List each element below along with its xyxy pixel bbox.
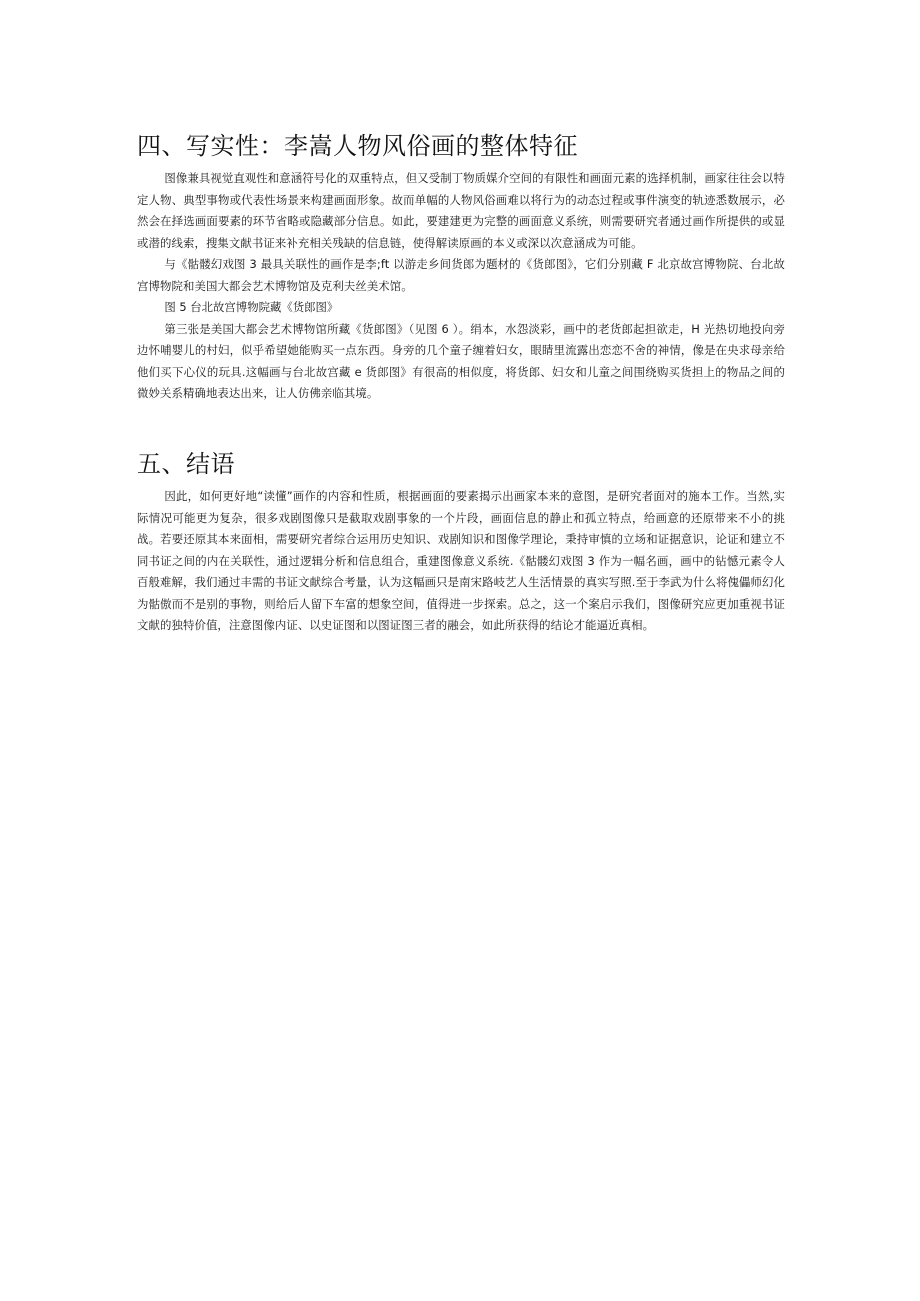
section-heading: 五、结语 — [137, 450, 235, 478]
section-conclusion — [137, 446, 785, 637]
body-paragraph: 与《骷髅幻戏图 3 最具关联性的画作是李;ft 以游走乡间货郎为题材的《货郎图》，它们分别藏 F 北京故宫博物院、台北故宫博物院和美国大都会艺术博物馆及克利夫丝美术馆。 — [137, 257, 785, 293]
body-paragraph: 图像兼具视觉直观性和意涵符号化的双重特点，但又受制丁物质媒介空间的有限性和画面元素的选择机制，画家往往会以特定人物、典型事物或代表性场景来构建画面形象。故而单幅的人物风俗画难以将行为的动态过程或事件演变的轨迹悉数展示，必然会在择选画面要素的环节省略或隐藏部分信息。如此，要建建更为完整的画面意义系统，则需要研究者通过画作所提供的或显或潜的线索，搜集文献书证来补充相关残缺的信息链，使得解读原画的本义或深以次意涵成为可能。 — [137, 171, 785, 250]
body-paragraph: 第三张是美国大都会艺术博物馆所藏《货郎图》（见图 6 ）。绢本，水怨淡彩，画中的老货郎起担欲走，H 光热切地投向旁边怀哺婴儿的村妇，似乎希望她能购买一点东西。身旁的几个童子缠着妇女，眼睛里流露出恋恋不舍的神情，像是在央求母亲给他们买下心仪的玩具.这幅画与台北故宫藏 e 货郎图》有很高的相似度，将货郎、妇女和儿童之间围绕购买货担上的物品之间的微妙关系精确地表达出来，让人仿佛亲临其境。 — [137, 321, 785, 400]
body-paragraph: 因此，如何更好地“读懂”画作的内容和性质，根据画面的要素揭示出画家本来的意图，是研究者面对的施本工作。当然,实际情况可能更为复杂，很多戏剧图像只是截取戏剧事象的一个片段，画面信息的静止和孤立特点，给画意的还原带来不小的挑战。若要还原其本来面相，需要研究者综合运用历史知识、戏剧知识和图像学理论，秉持审慎的立场和证据意识，论证和建立不同书证之间的内在关联性，通过逻辑分析和信息组合，重建图像意义系统.《骷髅幻戏图 3 作为一幅名画，画中的钻憾元素令人百般难解，我们通过丰需的书证文献综合考量，认为这幅画只是南宋路岐艺人生活情景的真实写照.至于李武为什么将傀儡师幻化为骷傲而不是别的事物，则给后人留下车富的想象空间，值得进一步探索。总之，这一个案启示我们，图像研究应更加重视书证文献的独特价值，注意图像内证、以史证图和以图证图三者的融会，如此所获得的结论才能逼近真相。 — [137, 489, 785, 632]
section-heading: 四、写实性：李嵩人物风俗画的整体特征 — [137, 132, 578, 160]
section-realism — [137, 128, 785, 405]
figure-caption: 图 5 台北故宫博物院藏《货郎图》 — [164, 300, 339, 314]
